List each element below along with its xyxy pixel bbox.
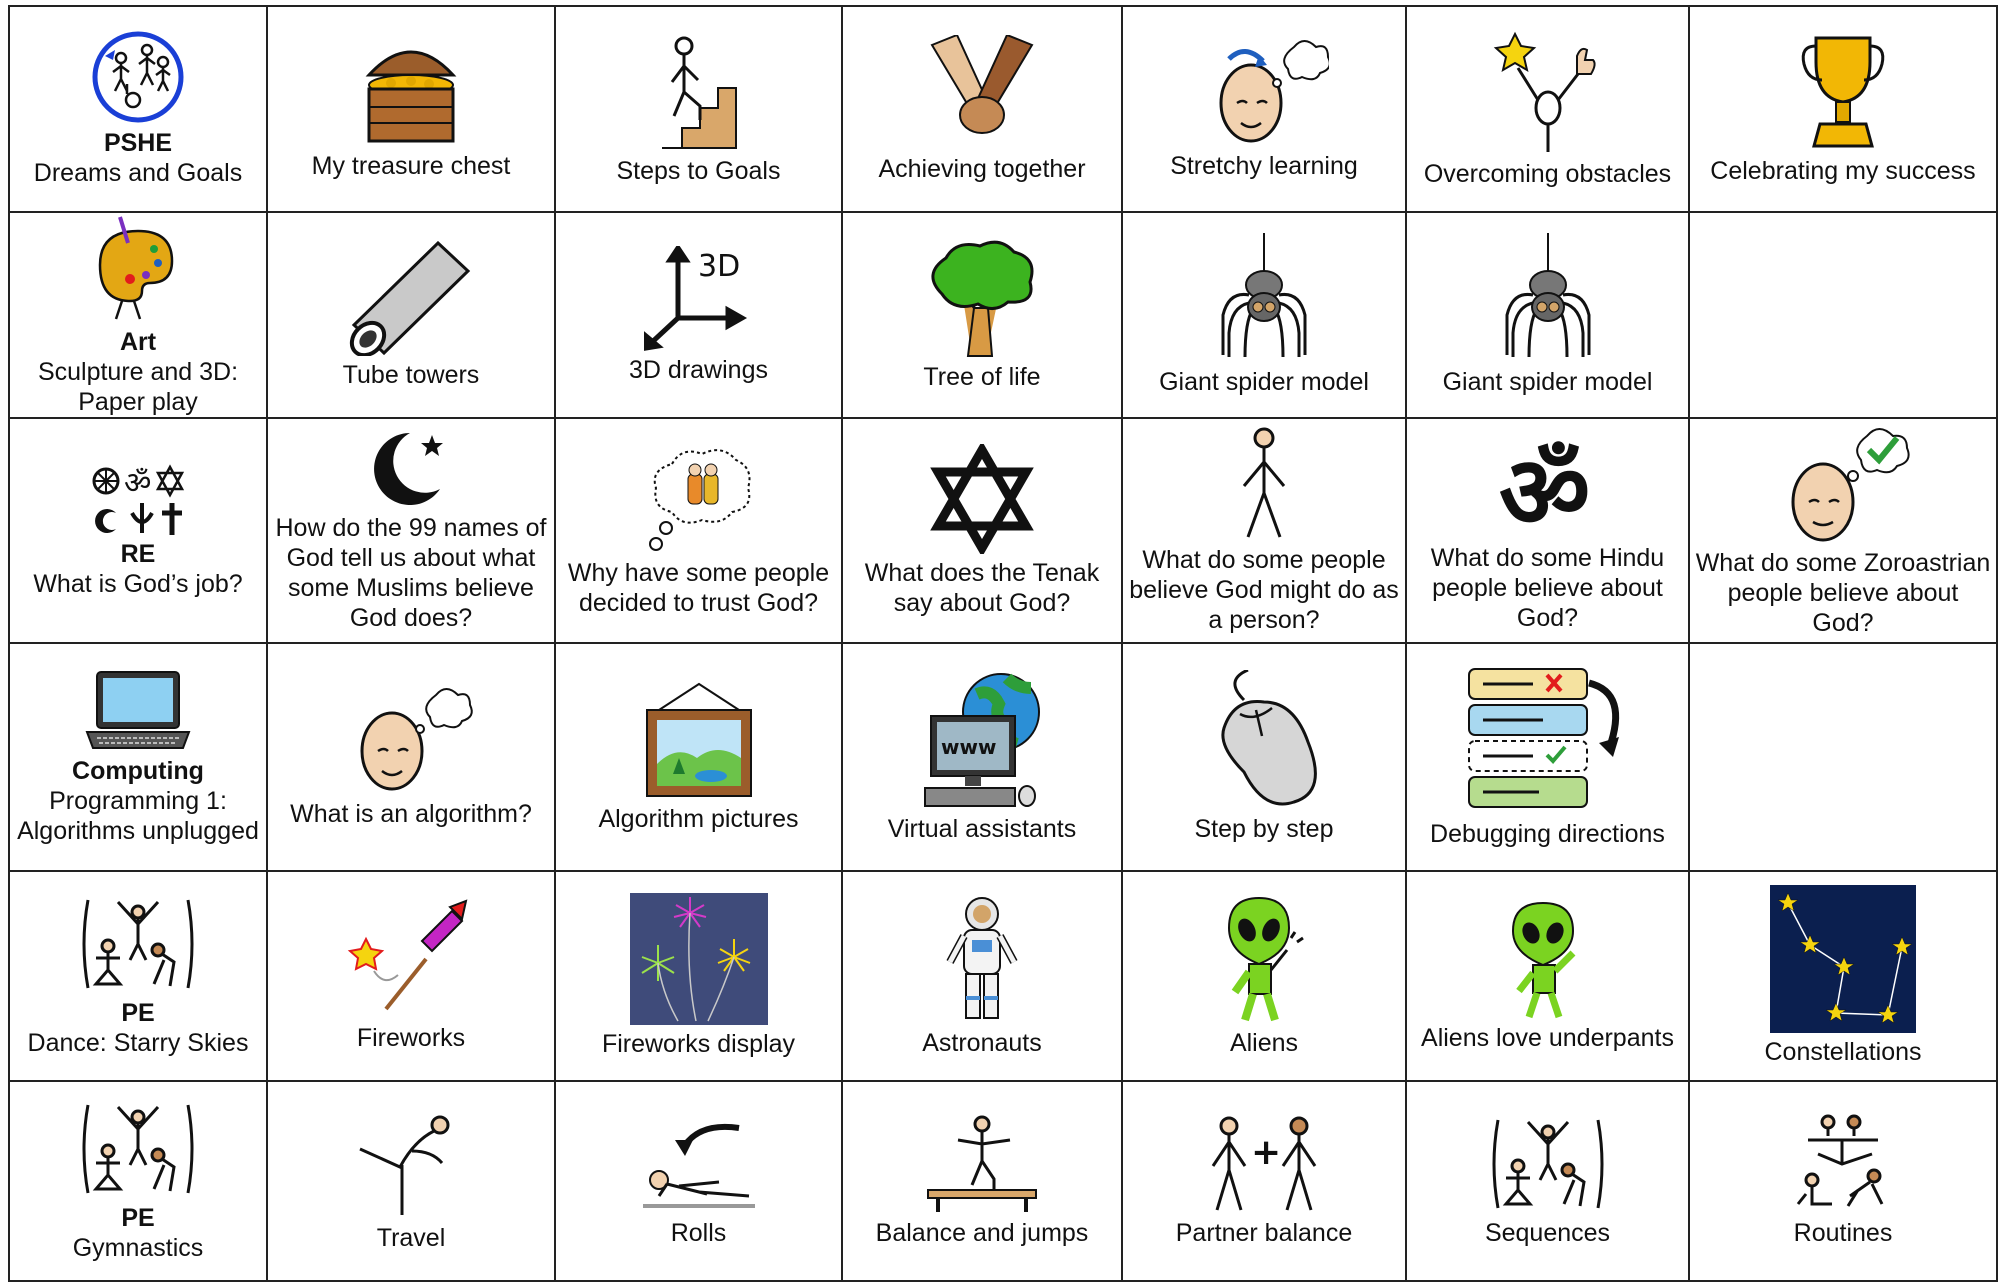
row-pshe xyxy=(9,6,1997,212)
lesson-label: Aliens xyxy=(1229,1029,1299,1057)
lesson-cell xyxy=(842,418,1122,643)
lesson-cell xyxy=(1406,212,1689,418)
paint-palette-icon xyxy=(98,213,178,323)
holding-hands-icon xyxy=(927,35,1037,150)
lesson-label: Giant spider model xyxy=(1442,368,1653,396)
lesson-cell xyxy=(1406,643,1689,871)
subject-cell xyxy=(9,212,267,418)
lesson-cell xyxy=(555,6,842,212)
lesson-cell xyxy=(842,6,1122,212)
subject-name: PSHE xyxy=(103,129,173,157)
lesson-cell xyxy=(267,6,555,212)
lesson-label: What do some Hindu people believe about God? xyxy=(1430,543,1665,632)
lesson-label: Balance and jumps xyxy=(875,1219,1089,1247)
lesson-cell xyxy=(1406,1081,1689,1281)
row-pe-gymnastics xyxy=(9,1081,1997,1281)
subject-cell xyxy=(9,418,267,643)
lesson-label: Aliens love underpants xyxy=(1421,1024,1674,1052)
lesson-cell xyxy=(267,1081,555,1281)
treasure-chest-icon xyxy=(361,37,461,147)
lesson-label: Sequences xyxy=(1484,1219,1611,1247)
om-icon-text: ॐ xyxy=(1498,433,1590,539)
lesson-cell xyxy=(555,643,842,871)
laptop-icon xyxy=(83,668,193,752)
www-text: www xyxy=(941,735,997,759)
lesson-cell xyxy=(1122,212,1406,418)
roll-icon xyxy=(639,1114,759,1214)
lesson-label: What do some Zoroastrian people believe about God? xyxy=(1695,548,1991,637)
lesson-label: Travel xyxy=(376,1224,446,1252)
lesson-cell xyxy=(555,1081,842,1281)
lesson-cell xyxy=(267,871,555,1081)
lesson-label: Algorithm pictures xyxy=(598,805,799,833)
lesson-label: Steps to Goals xyxy=(616,157,781,185)
lesson-label: Constellations xyxy=(1764,1038,1922,1066)
subject-name: PE xyxy=(121,1204,155,1232)
stick-person-icon xyxy=(1234,426,1294,541)
routines-icon xyxy=(1788,1114,1898,1214)
subject-cell xyxy=(9,1081,267,1281)
lesson-label: What does the Tenak say about God? xyxy=(864,558,1100,617)
lesson-cell xyxy=(267,212,555,418)
mouse-icon xyxy=(1204,670,1324,810)
fireworks-display-icon xyxy=(630,893,768,1025)
lesson-label: Stretchy learning xyxy=(1170,152,1358,180)
lesson-cell xyxy=(1122,643,1406,871)
lesson-cell xyxy=(842,643,1122,871)
lesson-label: Tube towers xyxy=(342,360,480,389)
subject-name: RE xyxy=(120,539,156,568)
lesson-cell xyxy=(1122,418,1406,643)
lesson-label: How do the 99 names of God tell us about what some Muslims believe God does? xyxy=(275,513,547,632)
rocket-firework-icon xyxy=(346,899,476,1019)
pe-figures-icon xyxy=(78,1099,198,1199)
lesson-label: Partner balance xyxy=(1175,1219,1353,1247)
lesson-label: Fireworks display xyxy=(601,1030,796,1058)
constellation-icon xyxy=(1770,885,1916,1033)
lesson-label: Achieving together xyxy=(878,154,1086,183)
lesson-cell xyxy=(1689,418,1997,643)
religious-symbols-icon xyxy=(88,463,188,535)
lesson-label: Overcoming obstacles xyxy=(1423,159,1672,188)
subject-name: Computing xyxy=(72,757,204,785)
partner-icon xyxy=(1209,1114,1319,1214)
framed-picture-icon xyxy=(639,680,759,800)
lesson-cell xyxy=(1689,1081,1997,1281)
plus-text: + xyxy=(1251,1132,1282,1173)
trophy-icon xyxy=(1798,32,1888,152)
lesson-label: Routines xyxy=(1793,1219,1893,1247)
subject-cell xyxy=(9,6,267,212)
tree-icon xyxy=(922,238,1042,358)
lesson-label: Tree of life xyxy=(923,363,1041,391)
tube-icon xyxy=(346,241,476,356)
lesson-label: Debugging directions xyxy=(1430,820,1665,848)
topic-grid xyxy=(8,5,1998,1282)
lesson-cell xyxy=(842,212,1122,418)
topic-name: Dance: Starry Skies xyxy=(27,1029,249,1057)
lesson-cell xyxy=(1122,1081,1406,1281)
sequence-figures-icon xyxy=(1488,1114,1608,1214)
lesson-cell xyxy=(842,871,1122,1081)
spider-icon xyxy=(1503,233,1593,363)
astronaut-icon xyxy=(942,894,1022,1024)
lesson-cell xyxy=(1689,6,1997,212)
spider-icon xyxy=(1219,233,1309,363)
lesson-label: Step by step xyxy=(1194,815,1334,843)
lesson-label: Virtual assistants xyxy=(887,815,1077,843)
alien-icon xyxy=(1219,894,1309,1024)
pshe-circle-icon xyxy=(91,30,185,124)
subject-cell xyxy=(9,643,267,871)
lesson-label: Astronauts xyxy=(922,1029,1042,1057)
subject-name: PE xyxy=(121,999,155,1027)
row-computing xyxy=(9,643,1997,871)
lesson-cell xyxy=(555,418,842,643)
lesson-cell xyxy=(842,1081,1122,1281)
lesson-label: What do some people believe God might do as a person? xyxy=(1129,546,1399,634)
3d-axes-icon xyxy=(644,246,754,351)
row-re xyxy=(9,418,1997,643)
lesson-cell xyxy=(1406,418,1689,643)
topic-name: Programming 1: Algorithms unplugged xyxy=(17,787,259,845)
subject-cell xyxy=(9,871,267,1081)
topic-name: Dreams and Goals xyxy=(33,159,243,187)
lesson-cell xyxy=(555,212,842,418)
lesson-cell xyxy=(1689,871,1997,1081)
balance-pose-icon xyxy=(356,1109,466,1219)
row-art xyxy=(9,212,1997,418)
svg-text:ॐ: ॐ xyxy=(124,465,152,501)
debug-list-icon xyxy=(1463,665,1633,815)
alien-waving-icon xyxy=(1503,899,1593,1019)
lesson-label: Giant spider model xyxy=(1159,368,1369,396)
subject-name: Art xyxy=(119,328,157,356)
lesson-cell xyxy=(267,418,555,643)
reaching-star-icon xyxy=(1493,30,1603,155)
lesson-cell xyxy=(1406,871,1689,1081)
3d-icon-text: 3D xyxy=(697,248,740,284)
lesson-label: 3D drawings xyxy=(629,355,768,384)
lesson-label: What is an algorithm? xyxy=(290,800,532,828)
thinking-check-icon xyxy=(1773,424,1913,544)
om-icon xyxy=(1493,429,1603,539)
lesson-cell xyxy=(1122,871,1406,1081)
lesson-cell xyxy=(1122,6,1406,212)
crescent-star-icon xyxy=(366,429,456,509)
empty-cell xyxy=(1689,643,1997,871)
topic-name: Gymnastics xyxy=(72,1234,204,1262)
lesson-label: Celebrating my success xyxy=(1710,157,1976,185)
lesson-label: Why have some people decided to trust God? xyxy=(567,558,830,617)
beam-balance-icon xyxy=(922,1114,1042,1214)
empty-cell xyxy=(1689,212,1997,418)
lesson-label: Rolls xyxy=(670,1219,727,1247)
lesson-label: My treasure chest xyxy=(311,152,511,180)
thinking-head-icon xyxy=(1199,37,1329,147)
star-of-david-icon xyxy=(927,444,1037,554)
lesson-cell xyxy=(267,643,555,871)
pe-figures-icon xyxy=(78,894,198,994)
lesson-label: Fireworks xyxy=(356,1024,466,1052)
lesson-cell xyxy=(555,871,842,1081)
thought-people-icon xyxy=(644,444,754,554)
www-computer-icon xyxy=(917,670,1047,810)
lesson-cell xyxy=(1406,6,1689,212)
stairs-icon xyxy=(654,32,744,152)
row-pe-dance xyxy=(9,871,1997,1081)
topic-name: Sculpture and 3D: Paper play xyxy=(37,358,239,416)
topic-name: What is God’s job? xyxy=(33,569,243,598)
thinking-head-icon xyxy=(346,685,476,795)
